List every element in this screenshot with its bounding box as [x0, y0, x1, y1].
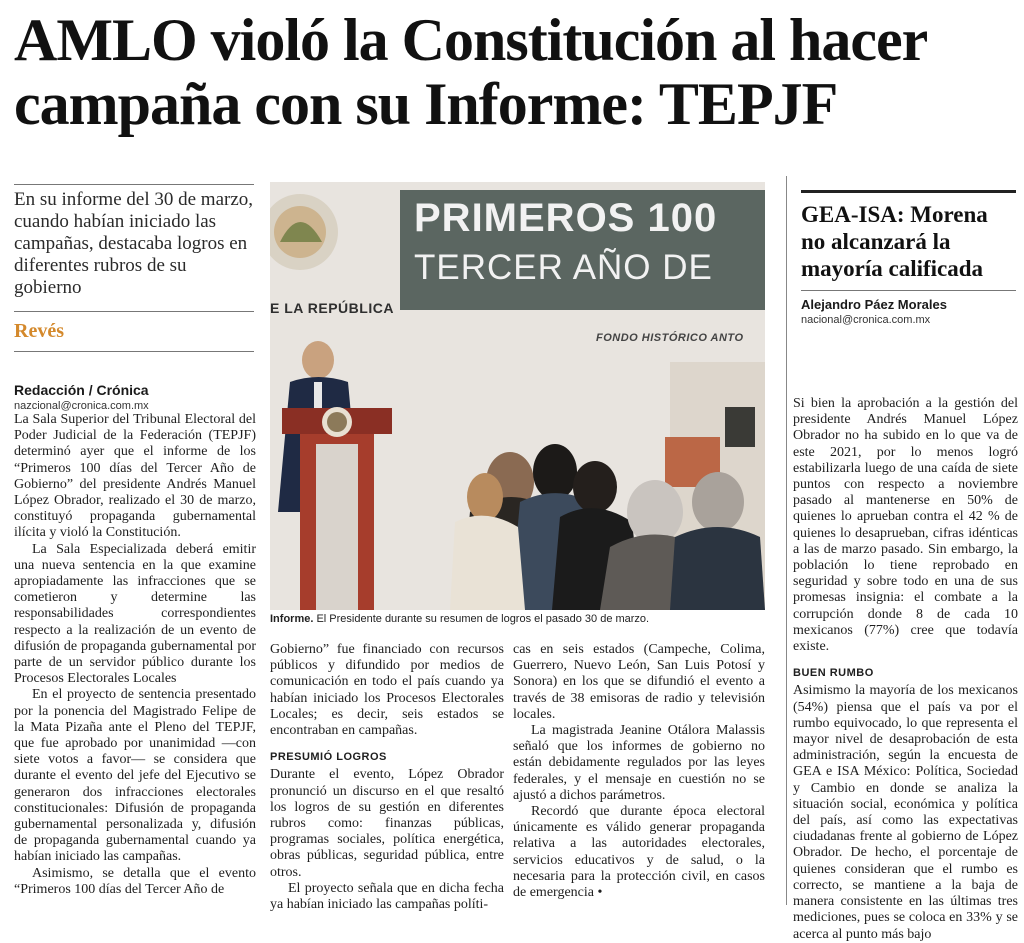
article-column-2	[270, 642, 504, 913]
sidebar-body	[793, 396, 1018, 943]
caption-label: Informe.	[270, 613, 314, 625]
banner-line-1: PRIMEROS 100	[414, 196, 718, 240]
paragraph: Gobierno” fue financiado con recursos públicos y difundido por medios de comunicación en todo el país cuando ya habían iniciado los Procesos Electorales Locales; es decir, seis estados se encontraban en campañas.	[270, 642, 504, 739]
byline-name: Redacción / Crónica	[14, 382, 149, 398]
photo-republica-text: E LA REPÚBLICA	[270, 300, 394, 316]
paragraph: Durante el evento, López Obrador pronunció un discurso en el que resaltó los logros de su gestión en diferentes rubros como: finanzas públicas, programas sociales, política energética, obras públicas, seguridad pública, entre otros.	[270, 767, 504, 880]
headline-line-1: AMLO violó la Constitución al hacer	[14, 7, 928, 73]
paragraph: La Sala Superior del Tribunal Electoral del Poder Judicial de la Federación (TEPJF) determinó ayer que el informe de los “Primeros 100 días del Tercer Año de Gobierno” del presidente Andrés Manuel López Obrador, realizado el 30 de marzo, constituyó propaganda gubernamental ilícita y violó la Constitución.	[14, 412, 256, 541]
banner-line-2: TERCER AÑO DE	[414, 248, 713, 287]
paragraph: La Sala Especializada deberá emitir una nueva sentencia en la que examine apropiadamente las infracciones que se cometieron y determine las responsabilidades correspondientes respecto a la realización de un evento de difusión de propaganda gubernamental por parte de un servidor público durante los Procesos Electorales Locales	[14, 541, 256, 687]
paragraph: El proyecto señala que en dicha fecha ya habían iniciado las campañas políti-	[270, 880, 504, 913]
sidebar-headline-rule	[801, 290, 1016, 291]
paragraph: En el proyecto de sentencia presentado por la ponencia del Magistrado Felipe de la Mata Pizaña ante el Pleno del TEPJF, que fue aprobado por unanimidad —con siete votos a favor— se considera que durante el evento del jefe del Ejecutivo se generaron dos infracciones electorales constitucionales: Difusión de propaganda gubernamental personalizada y, difusión de propaganda gubernamental cuando ya habían iniciado las campañas.	[14, 687, 256, 865]
paragraph: cas en seis estados (Campeche, Colima, Guerrero, Nuevo León, San Luis Potosí y Sonora) en los que se difundió el evento a través de 38 emisoras de radio y televisión locales.	[513, 642, 765, 722]
sidebar-header	[801, 190, 1016, 326]
sidebar-byline-name: Alejandro Páez Morales	[801, 297, 947, 312]
caption-text: El Presidente durante su resumen de logros el pasado 30 de marzo.	[313, 613, 650, 625]
sidebar-top-rule	[801, 190, 1016, 193]
paragraph: Asimismo, se detalla que el evento “Primeros 100 días del Tercer Año de	[14, 865, 256, 897]
sidebar-byline-email: nacional@cronica.com.mx	[801, 314, 931, 326]
sidebar-headline: GEA-ISA: Morena no alcanzará la mayoría calificada	[801, 202, 988, 281]
article-deck: En su informe del 30 de marzo, cuando habían iniciado las campañas, destacaba logros en diferentes rubros de su gobierno	[14, 189, 254, 298]
headline-line-2: campaña con su Informe: TEPJF	[14, 71, 838, 137]
deck-bottom-rule	[14, 311, 254, 312]
left-column-header	[14, 184, 254, 412]
photo-banner	[400, 190, 765, 310]
photo-fondo-text: FONDO HISTÓRICO ANTO	[596, 332, 744, 344]
subhead-presumio-logros: PRESUMIÓ LOGROS	[270, 751, 387, 764]
paragraph: Asimismo la mayoría de los mexicanos (54%) piensa que el país va por el rumbo equivocado, lo que representa el mayor nivel de desaprobación de esta administración, según la encuesta de GEA e ISA México: Política, Sociedad y Cambio en donde se analiza la situación social, económica y política del país, así como las expectativas ciudadanas frente al gobierno de López Obrador. De hecho, el porcentaje de quienes consideran que el rumbo es correcto, se mantiene a la baja de manera consistente en las últimas tres mediciones, pues se coloca en 33% y se acerca al punto más bajo	[793, 683, 1018, 942]
article-headline	[14, 8, 1014, 136]
article-column-1	[14, 412, 256, 898]
section-tag: Revés	[14, 320, 64, 342]
byline-email: nazcional@cronica.com.mx	[14, 400, 149, 412]
paragraph: Recordó que durante época electoral únicamente es válido generar propaganda relativa a las autoridades electorales, servicios educativos y de salud, o la necesaria para la protección civil, en casos de emergencia •	[513, 804, 765, 901]
section-tag-rule	[14, 351, 254, 352]
photo-caption	[270, 613, 765, 625]
sidebar-divider	[786, 176, 787, 905]
paragraph: La magistrada Jeanine Otálora Malassis señaló que los informes de gobierno no están debidamente regulados por las leyes federales, y el mensaje en cuestión no se ajustó a dichos parámetros.	[513, 723, 765, 803]
paragraph: Si bien la aprobación a la gestión del presidente Andrés Manuel López Obrador no ha subido en lo que va de este 2021, por lo menos logró estabilizarla luego de una caída de siete puntos con respecto a noviembre pasado al mantenerse en 50% de quienes lo aprueban contra el 42 % de quienes lo desaprueban, cifras idénticas a las de marzo pasado. Sin embargo, la población lo tiene reprobado en seguridad y sobre todo en una de sus promesas insignia: el combate a la corrupción donde 8 de cada 10 mexicanos (77%) cree que todavía existe.	[793, 396, 1018, 655]
article-column-3	[513, 642, 765, 901]
article-photo	[270, 182, 765, 610]
subhead-buen-rumbo: BUEN RUMBO	[793, 667, 874, 680]
